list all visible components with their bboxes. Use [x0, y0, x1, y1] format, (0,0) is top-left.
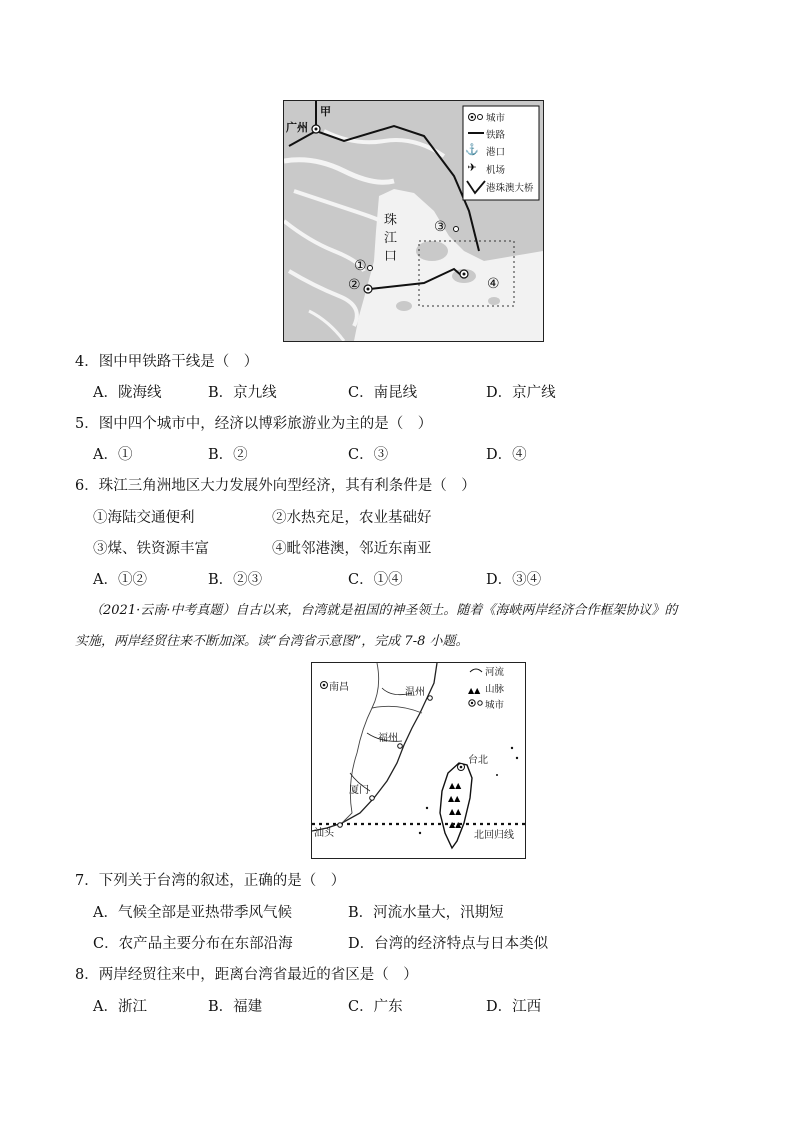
marker-1: ①	[354, 258, 367, 274]
question-8-stem: 8．两岸经贸往来中，距离台湾省最近的省区是（ ）	[75, 967, 418, 983]
q4-option-a[interactable]: A．陇海线	[93, 385, 162, 401]
question-5-stem: 5．图中四个城市中，经济以博彩旅游业为主的是（ ）	[75, 416, 433, 432]
q5-option-c[interactable]: C．③	[348, 447, 389, 463]
svg-text:▲▲: ▲▲	[449, 781, 462, 790]
marker-2: ②	[348, 277, 361, 293]
svg-text:✈: ✈	[467, 161, 477, 174]
question-6-stem: 6．珠江三角洲地区大力发展外向型经济，其有利条件是（ ）	[75, 478, 476, 494]
q6-option-c[interactable]: C．①④	[348, 572, 403, 588]
legend-airport: 机场	[486, 165, 506, 176]
q6-condition-4: ④毗邻港澳，邻近东南亚	[272, 541, 432, 557]
intro-line-1: （2021·云南·中考真题）自古以来，台湾就是祖国的神圣领土。随着《海峡两岸经济合作框架协议》的	[90, 603, 678, 618]
legend-bridge: 港珠澳大桥	[486, 183, 534, 194]
q8-option-b[interactable]: B．福建	[208, 999, 263, 1015]
label-nanchang: 南昌	[329, 682, 349, 693]
question-7-stem: 7．下列关于台湾的叙述，正确的是（ ）	[75, 873, 346, 889]
legend2-mountain: 山脉	[485, 684, 505, 695]
question-4-stem: 4．图中甲铁路干线是（ ）	[75, 354, 259, 370]
q6-condition-2: ②水热充足，农业基础好	[272, 510, 432, 526]
marker-3: ③	[434, 219, 447, 235]
q6-condition-3: ③煤、铁资源丰富	[93, 541, 209, 557]
q6-option-d[interactable]: D．③④	[486, 572, 542, 588]
label-wenzhou: 温州	[405, 687, 425, 698]
q6-condition-1: ①海陆交通便利	[93, 510, 195, 526]
svg-text:▲▲: ▲▲	[449, 820, 462, 829]
taiwan-map	[311, 662, 526, 859]
label-kou: 口	[384, 249, 398, 264]
label-fuzhou: 福州	[378, 733, 398, 744]
q6-option-a[interactable]: A．①②	[93, 572, 147, 588]
label-xiamen: 厦门	[349, 785, 369, 796]
legend2-river: 河流	[485, 667, 505, 678]
q8-option-a[interactable]: A．浙江	[93, 999, 147, 1015]
legend-railway: 铁路	[486, 130, 506, 141]
legend-city: 城市	[486, 113, 506, 124]
svg-text:▲▲: ▲▲	[448, 794, 461, 803]
q7-option-d[interactable]: D．台湾的经济特点与日本类似	[348, 936, 549, 952]
q5-option-a[interactable]: A．①	[93, 447, 133, 463]
q4-option-c[interactable]: C．南昆线	[348, 385, 418, 401]
label-jia: 甲	[320, 105, 331, 118]
intro-line-2: 实施，两岸经贸往来不断加深。读“台湾省示意图”，完成 7-8 小题。	[75, 634, 469, 649]
q8-option-c[interactable]: C．广东	[348, 999, 403, 1015]
svg-text:▲▲: ▲▲	[468, 686, 481, 695]
legend2-city: 城市	[485, 700, 505, 711]
q7-option-b[interactable]: B．河流水量大，汛期短	[348, 905, 504, 921]
label-jiang: 江	[384, 231, 398, 246]
legend-port: 港口	[486, 147, 506, 158]
q5-option-d[interactable]: D．④	[486, 447, 527, 463]
q8-option-d[interactable]: D．江西	[486, 999, 542, 1015]
pearl-river-delta-map	[283, 100, 544, 342]
marker-4: ④	[487, 276, 500, 292]
svg-text:▲▲: ▲▲	[449, 807, 462, 816]
svg-text:⚓: ⚓	[465, 143, 479, 156]
q7-option-a[interactable]: A．气候全部是亚热带季风气候	[93, 905, 292, 921]
label-zhu: 珠	[384, 213, 398, 228]
label-tropic: 北回归线	[474, 830, 514, 841]
q5-option-b[interactable]: B．②	[208, 447, 248, 463]
q7-option-c[interactable]: C．农产品主要分布在东部沿海	[93, 936, 293, 952]
label-shantou: 汕头	[314, 828, 334, 839]
label-taibei: 台北	[468, 755, 488, 766]
q4-option-b[interactable]: B．京九线	[208, 385, 277, 401]
label-guangzhou: 广州	[286, 121, 308, 134]
q4-option-d[interactable]: D．京广线	[486, 385, 556, 401]
q6-option-b[interactable]: B．②③	[208, 572, 263, 588]
